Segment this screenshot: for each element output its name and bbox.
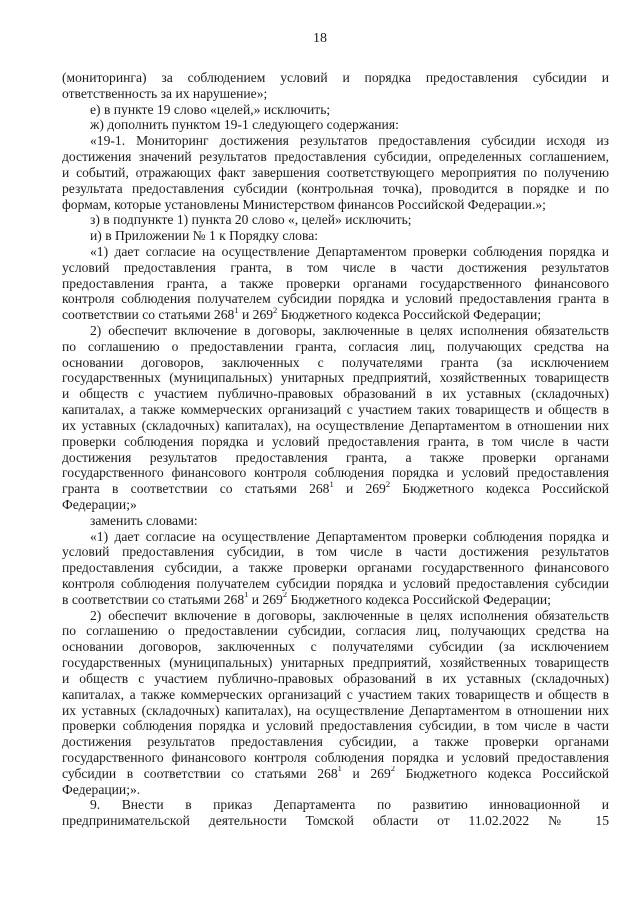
text-line: государственных (муниципальных) унитарных предприятий, хозяйственных товариществ — [62, 370, 609, 386]
footnote-superscript: 2 — [385, 481, 391, 489]
text-line: предоставления гранта, а также проверки органами государственного финансового — [62, 275, 609, 291]
text-line: 2) обеспечит включение в договоры, заключенные в целях исполнения обязательств — [90, 323, 609, 338]
text-line: проверки соблюдения порядка и условий предоставления гранта, в том числе в части — [62, 433, 609, 449]
text-line: достижения результатов предоставления гранта, а также проверки органами — [62, 449, 609, 465]
text-line: заменить словами: — [90, 512, 198, 528]
text-line: по соглашению о предоставлении гранта, согласия лиц, получающих средства на — [62, 338, 609, 354]
text-line: государственных (муниципальных) унитарных предприятий, хозяйственных товариществ — [62, 655, 609, 671]
text-line: капиталах, а также коммерческих организаций с участием таких товариществ и обществ в — [62, 686, 609, 702]
text-line: и обществ с участием публично-правовых образований в их уставных (складочных) — [62, 670, 609, 686]
text-line: (мониторинга) за соблюдением условий и порядка предоставления субсидии и — [62, 70, 609, 85]
text-line: 9. Внести в приказ Департамента по развитию инновационной и — [90, 797, 609, 813]
text-line: условий предоставления гранта, в том числе в части достижения результатов — [62, 259, 609, 275]
text-line: достижения значений результатов предоставления субсидии, определенных соглашением, — [62, 149, 609, 165]
footnote-superscript: 1 — [234, 307, 239, 315]
text-line: «1) дает согласие на осуществление Департаментом проверки соблюдения порядка и — [90, 528, 609, 544]
text-line: предоставления субсидии, а также проверки органами государственного финансового — [62, 560, 609, 576]
footnote-superscript: 1 — [337, 765, 342, 774]
text-line: государственного финансового контроля соблюдения порядка и условий предоставления — [62, 749, 609, 765]
footnote-superscript: 1 — [329, 481, 334, 489]
footnote-superscript: 1 — [244, 591, 249, 600]
text-line: Федерации;» — [62, 496, 137, 512]
text-line: и событий, отражающих факт завершения соответствующего мероприятия по получению — [62, 164, 609, 180]
document-body — [62, 70, 609, 829]
text-line: и обществ с участием публично-правовых образований в их уставных (складочных) — [62, 386, 609, 402]
text-line: субсидии в соответствии со статьями $268^1$ и $269^2$ Бюджетного кодекса Российской — [62, 766, 609, 782]
text-line: основании договоров, заключенных с получателями субсидии (за исключением — [62, 639, 609, 655]
text-line: контроля соблюдения получателем субсидии порядка и условий предоставления субсидии — [62, 576, 609, 591]
text-line: е) в пункте 19 слово «целей,» исключить; — [90, 101, 331, 117]
footnote-superscript: 2 — [390, 765, 395, 774]
text-line: Федерации;». — [62, 781, 141, 797]
text-line: з) в подпункте 1) пункта 20 слово «, целей» исключить; — [90, 212, 412, 228]
text-line: основании договоров, заключенных с получателями гранта (за исключением — [62, 354, 609, 370]
footnote-superscript: 2 — [282, 591, 288, 600]
text-line: контроля соблюдения получателем субсидии порядка и условий предоставления гранта в — [62, 291, 609, 307]
text-line: результата предоставления субсидии (контрольная точка), проводится в порядке и по — [62, 180, 609, 196]
page-number: 18 — [313, 31, 327, 46]
text-line: капиталах, а также коммерческих организаций с участием таких товариществ и обществ в — [62, 402, 609, 418]
text-line: «1) дает согласие на осуществление Департаментом проверки соблюдения порядка и — [90, 243, 609, 259]
text-line: в соответствии со статьями $268^1$ и $269^2$ Бюджетного кодекса Российской Федерации; — [62, 592, 609, 608]
text-line: формам, которые установлены Министерством финансов Российской Федерации.»; — [62, 196, 546, 212]
text-line: гранта в соответствии со статьями $268^1$ и $269^2$ Бюджетного кодекса Российской — [62, 481, 609, 497]
text-line: ж) дополнить пунктом 19-1 следующего содержания: — [90, 117, 399, 133]
text-line: 2) обеспечит включение в договоры, заключенные в целях исполнения обязательств — [90, 607, 609, 623]
text-line: и) в Приложении № 1 к Порядку слова: — [90, 228, 319, 244]
text-line: предпринимательской деятельности Томской области от 11.02.2022 № 15 — [62, 813, 609, 829]
text-line: их уставных (складочных) капиталах), на осуществление Департаментом в отношении них — [62, 702, 609, 718]
text-line: ответственность за их нарушение»; — [62, 85, 268, 101]
footnote-superscript: 2 — [273, 307, 278, 315]
text-line: проверки соблюдения порядка и условий предоставления субсидии, в том числе в части — [62, 718, 609, 734]
text-line: соответствии со статьями $268^1$ и $269^2$ Бюджетного кодекса Российской Федерации; — [62, 307, 609, 323]
text-line: по соглашению о предоставлении субсидии, согласия лиц, получающих средства на — [62, 623, 609, 639]
text-line: государственного финансового контроля соблюдения порядка и условий предоставления — [62, 465, 609, 481]
text-line: «19-1. Мониторинг достижения результатов предоставления субсидии исходя из — [90, 133, 609, 149]
text-line: их уставных (складочных) капиталах), на осуществление Департаментом в отношении них — [62, 417, 609, 433]
text-line: условий предоставления субсидии, в том числе в части достижения результатов — [62, 544, 609, 560]
text-line: достижения результатов предоставления субсидии, а также проверки органами — [62, 734, 609, 750]
